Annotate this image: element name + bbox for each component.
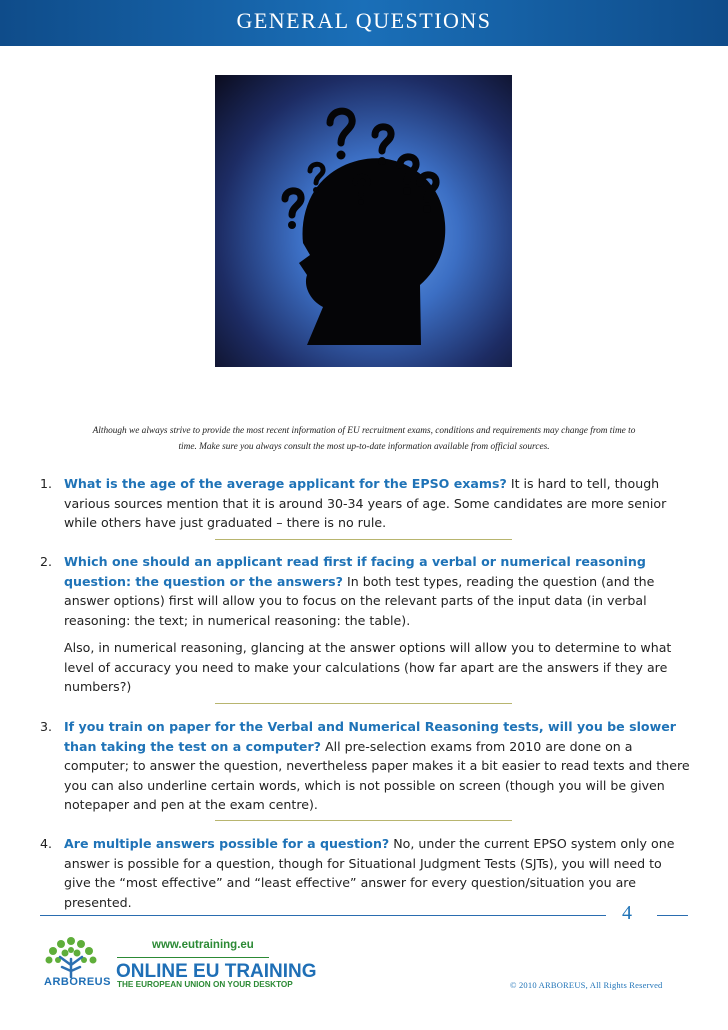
footer-rule-right [657,915,688,916]
tagline: THE EUROPEAN UNION ON YOUR DESKTOP [117,980,293,989]
logo-text: ARBOREUS [44,976,111,988]
brand-name: ONLINE EU TRAINING [116,961,317,982]
answer-text: All pre-selection exams from 2010 are done on a computer; to answer the question, nevertheless paper makes it a bit easier to read texts and there you can also underline certain words, which is not possible on screen (though you will be given notepaper and pen at the exam centre). [64,738,690,812]
answer-text: It is hard to tell, though various sources mention that it is around 30-34 years of age. Some candidates are more senior while others have just graduated – there is no rule. [64,476,667,530]
question-text: Which one should an applicant read first if facing a verbal or numerical reasoning question: the question or the answers? [64,554,646,589]
question-text: Are multiple answers possible for a question? [64,836,390,851]
head-with-question-marks-icon [215,75,512,367]
disclaimer-line-1: Although we always strive to provide the most recent information of EU recruitment exams, conditions and requirements may change from time to [92,426,636,436]
separator [215,539,512,540]
separator [215,820,512,821]
question-number: 2. [40,554,53,569]
question-number: 4. [40,836,53,851]
page-title: GENERAL QUESTIONS [236,8,492,33]
page-header [0,0,728,46]
tree-icon [42,933,100,979]
page-number: 4 [622,902,632,924]
question-number: 3. [40,719,53,734]
question-3 [40,717,690,815]
disclaimer [36,423,692,455]
question-text: What is the age of the average applicant for the EPSO exams? [64,476,507,491]
question-4 [40,834,690,912]
question-2 [40,552,690,697]
footer-rule-left [40,915,606,916]
copyright: © 2010 ARBOREUS, All Rights Reserved [510,980,663,990]
question-1 [40,474,690,533]
answer-extra: Also, in numerical reasoning, glancing at the answer options will allow you to determine to what level of accuracy you need to make your calculations (how far apart are the answers if they are numbers?) [64,640,672,694]
website-link[interactable]: www.eutraining.eu [152,939,254,951]
answer-text: No, under the current EPSO system only one answer is possible for a question, though for Situational Judgment Tests (SJTs), you will need to give the “most effective” and “least effective” answer for every question/situation you are presented. [64,836,675,910]
hero-image [215,75,512,367]
answer-text: In both test types, reading the question (and the answer options) first will allow you to focus on the relevant parts of the input data (in verbal reasoning: the text; in numerical reasoning: the table). [64,573,655,628]
disclaimer-line-2: time. Make sure you always consult the most up-to-date information available from official sources. [178,442,550,452]
question-text: If you train on paper for the Verbal and Numerical Reasoning tests, will you be slower than taking the test on a computer? [64,719,676,754]
separator [215,703,512,704]
url-underline [117,957,269,958]
question-number: 1. [40,476,53,491]
